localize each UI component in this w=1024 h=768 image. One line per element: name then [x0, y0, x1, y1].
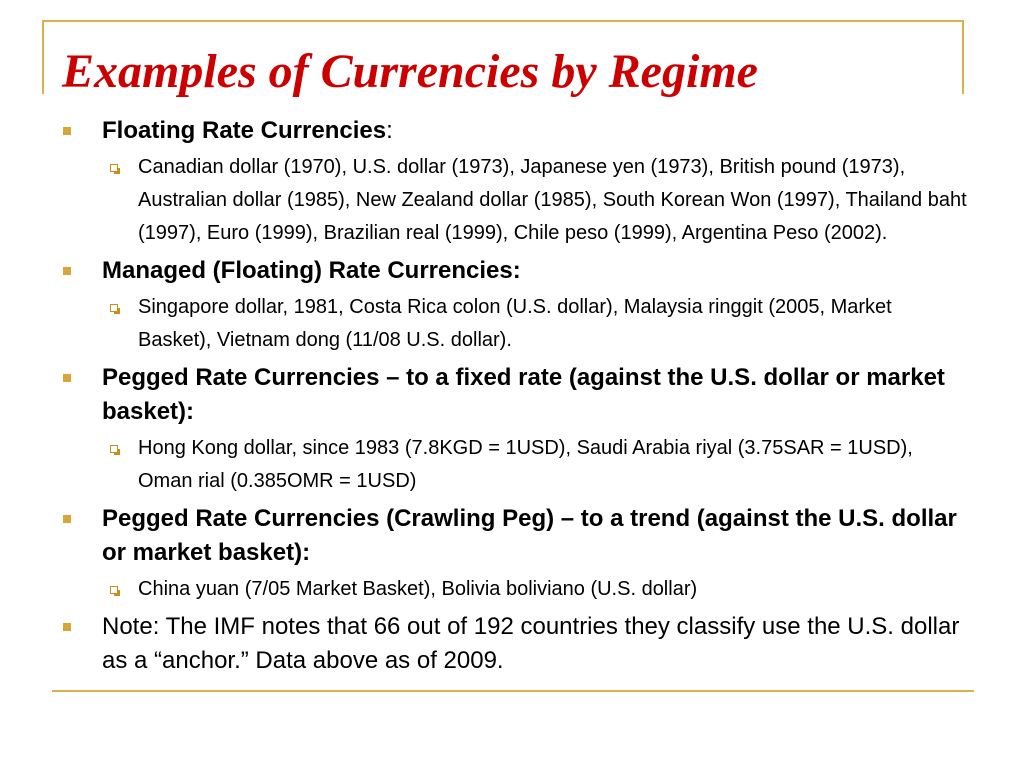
- hollow-square-bullet-icon: [110, 304, 118, 312]
- section-heading-text: Pegged Rate Currencies – to a fixed rate (against the U.S. dollar or market basket):: [102, 364, 945, 425]
- note-paragraph: [60, 610, 970, 678]
- frame-left-line: [42, 20, 44, 94]
- section-pegged-fixed-item: [60, 432, 970, 498]
- hollow-square-bullet-icon: [110, 164, 118, 172]
- item-text: Hong Kong dollar, since 1983 (7.8KGD = 1USD), Saudi Arabia riyal (3.75SAR = 1USD), Oman rial (0.385OMR = 1USD): [138, 437, 913, 492]
- square-bullet-icon: [63, 515, 71, 523]
- square-bullet-icon: [63, 623, 71, 631]
- section-crawling-peg-heading: [60, 502, 970, 570]
- section-floating-heading: [60, 114, 970, 148]
- item-text: Singapore dollar, 1981, Costa Rica colon (U.S. dollar), Malaysia ringgit (2005, Market Basket), Vietnam dong (11/08 U.S. dollar).: [138, 296, 892, 351]
- section-pegged-fixed-heading: [60, 361, 970, 429]
- frame-bottom-line: [52, 690, 974, 692]
- item-text: Canadian dollar (1970), U.S. dollar (1973), Japanese yen (1973), British pound (1973), Australian dollar (1985), New Zealand dollar (1985), South Korean Won (1997), Thailand baht (1997), Euro (1999), Brazilian real (1999), Chile peso (1999), Argentina Peso (2002).: [138, 156, 967, 244]
- note-text: Note: The IMF notes that 66 out of 192 countries they classify use the U.S. dollar as a “anchor.” Data above as of 2009.: [102, 613, 960, 674]
- item-text: China yuan (7/05 Market Basket), Bolivia boliviano (U.S. dollar): [138, 578, 698, 600]
- section-heading-suffix: :: [386, 117, 393, 144]
- section-heading-text: Pegged Rate Currencies (Crawling Peg) – to a trend (against the U.S. dollar or market basket):: [102, 505, 957, 566]
- slide-content: [60, 110, 970, 678]
- slide-title: Examples of Currencies by Regime: [62, 45, 758, 98]
- hollow-square-bullet-icon: [110, 586, 118, 594]
- section-heading-text: Floating Rate Currencies: [102, 117, 387, 144]
- frame-right-line: [962, 20, 964, 94]
- frame-top-line: [42, 20, 964, 22]
- section-heading-text: Managed (Floating) Rate Currencies:: [102, 257, 521, 284]
- section-managed-item: [60, 291, 970, 357]
- square-bullet-icon: [63, 127, 71, 135]
- square-bullet-icon: [63, 267, 71, 275]
- section-crawling-peg-item: [60, 573, 970, 606]
- section-floating-item: [60, 151, 970, 250]
- hollow-square-bullet-icon: [110, 445, 118, 453]
- section-managed-heading: [60, 254, 970, 288]
- square-bullet-icon: [63, 374, 71, 382]
